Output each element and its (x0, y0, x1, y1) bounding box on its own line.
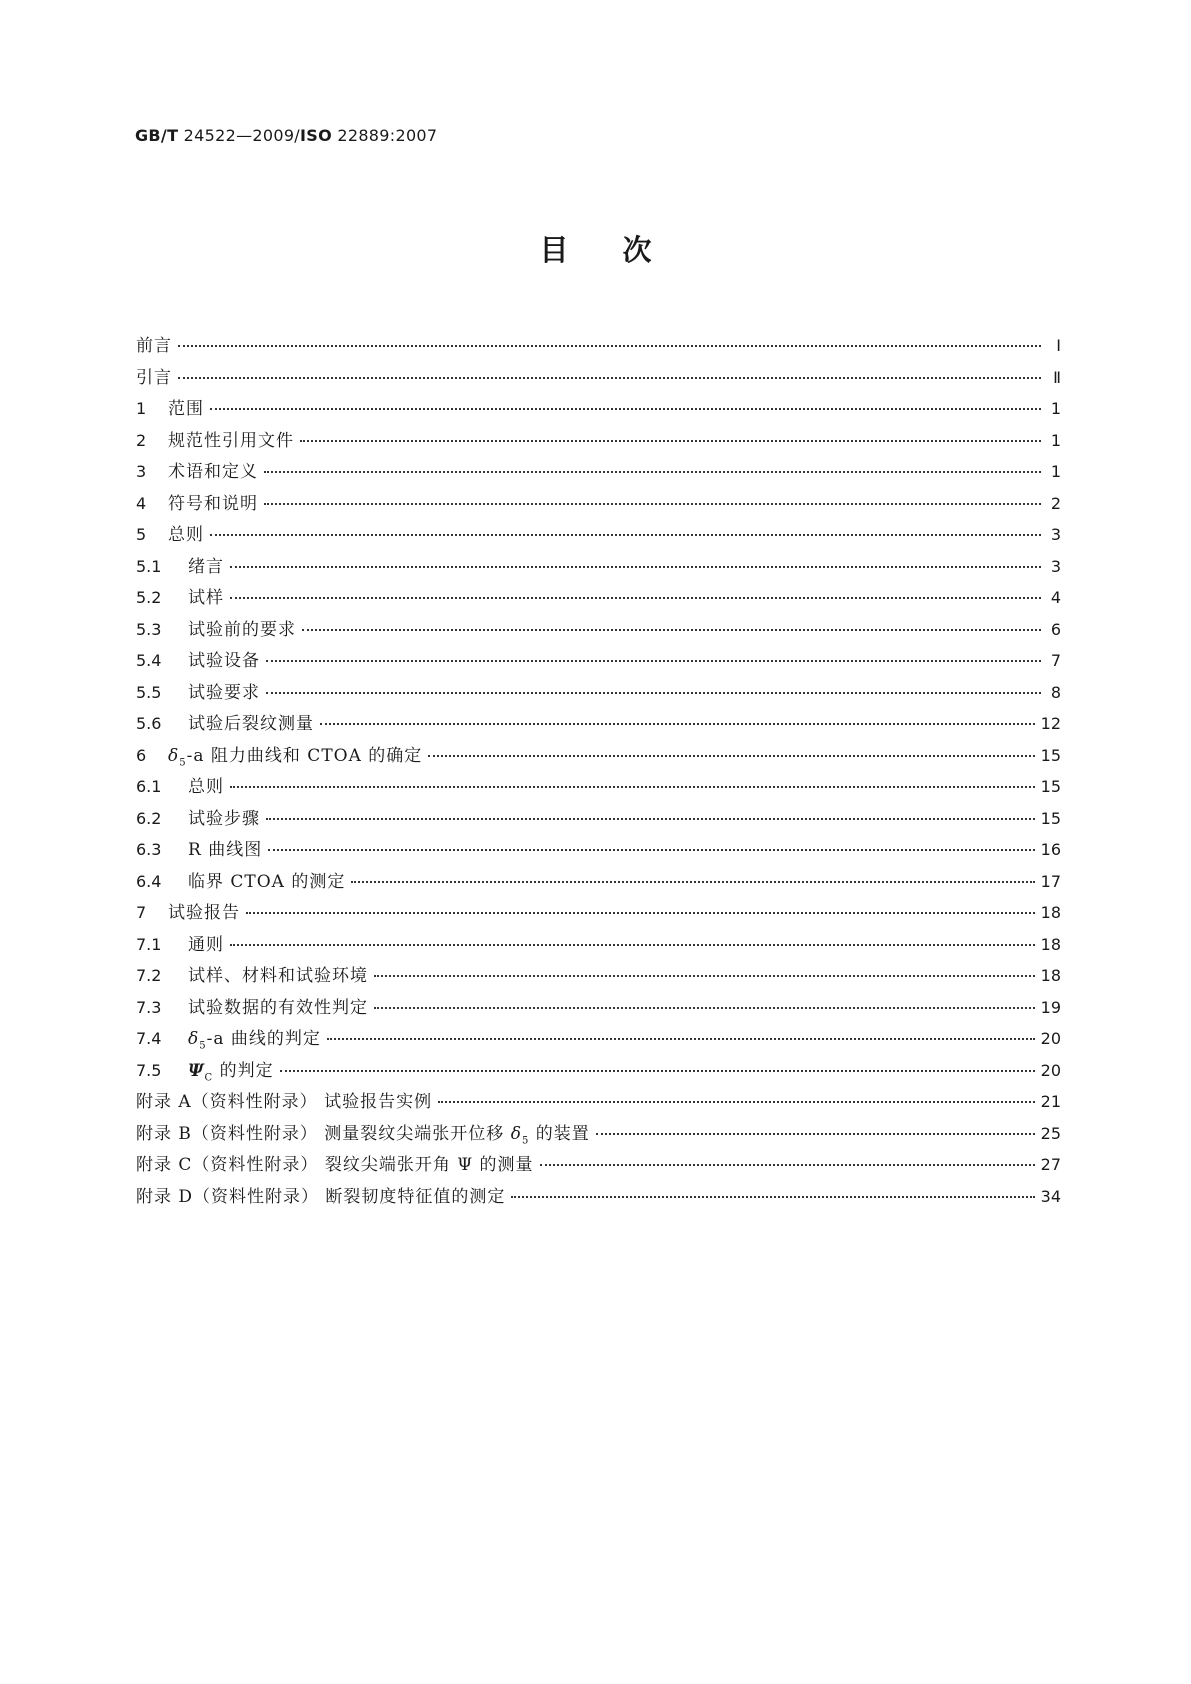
toc-number: 6.4 (136, 871, 162, 891)
dot-leader (264, 503, 1041, 505)
toc-page-number: 19 (1040, 997, 1061, 1017)
toc-label: 试验要求 (188, 682, 260, 703)
toc-label-tail: 的装置 (529, 1123, 590, 1144)
dot-leader (230, 944, 1035, 946)
dot-leader (264, 471, 1041, 473)
toc-entry-7-1[interactable] (136, 929, 1061, 961)
dot-leader (230, 566, 1041, 568)
dot-leader (268, 849, 1034, 851)
toc-page-number: 15 (1040, 745, 1061, 765)
toc-page-number: 15 (1040, 808, 1061, 828)
toc-label: 试验步骤 (188, 808, 260, 829)
toc-entry-5-2[interactable] (136, 582, 1061, 614)
toc-number: 7.3 (136, 997, 162, 1017)
toc-label: 绪言 (188, 556, 224, 577)
toc-page-number: 2 (1050, 493, 1061, 513)
toc-entry-5[interactable] (136, 519, 1061, 551)
toc-entry-foreword[interactable] (136, 330, 1061, 362)
symbol-subscript: C (204, 1071, 214, 1083)
toc-page-number: 17 (1040, 871, 1061, 891)
toc-page-number: 3 (1050, 525, 1061, 544)
toc-entry-6-2[interactable] (136, 803, 1061, 835)
toc-entry-appendix-d[interactable] (136, 1181, 1061, 1213)
toc-number: 3 (136, 462, 147, 481)
toc-label: 附录 A（资料性附录） 试验报告实例 (136, 1092, 433, 1112)
toc-entry-introduction[interactable] (136, 362, 1061, 394)
toc-label: 总则 (168, 525, 204, 545)
toc-page-number: 15 (1040, 777, 1061, 796)
toc-entry-appendix-b[interactable] (136, 1118, 1061, 1150)
toc-entry-3[interactable] (136, 456, 1061, 488)
dot-leader (320, 723, 1035, 725)
toc-entry-5-6[interactable] (136, 708, 1061, 740)
symbol-subscript: 5 (521, 1134, 530, 1146)
toc-number: 6.3 (136, 840, 162, 859)
delta-symbol: δ (168, 745, 180, 766)
page-title: 目次 (539, 233, 706, 267)
toc-number: 4 (136, 493, 147, 513)
toc-label: 试验前的要求 (188, 619, 296, 640)
dot-leader (280, 1070, 1035, 1072)
toc-page-number: 34 (1040, 1186, 1061, 1206)
toc-label-text: -a 曲线的判定 (206, 1029, 321, 1049)
dot-leader (266, 818, 1035, 820)
toc-page-number: 16 (1040, 840, 1061, 859)
toc-number: 7 (136, 903, 147, 922)
dot-leader (438, 1101, 1035, 1103)
toc-entry-7-4[interactable] (136, 1023, 1061, 1055)
psi-symbol: Ψ (188, 1060, 205, 1081)
toc-entry-1[interactable] (136, 393, 1061, 425)
toc-number: 7.4 (136, 1029, 162, 1048)
toc-entry-7-2[interactable] (136, 960, 1061, 992)
toc-number: 5.3 (136, 619, 162, 639)
toc-label-text: 的判定 (213, 1060, 274, 1081)
toc-page-number: 1 (1050, 399, 1061, 418)
toc-page-number: 25 (1040, 1123, 1061, 1143)
toc-entry-appendix-a[interactable] (136, 1086, 1061, 1118)
toc-page-number: 18 (1040, 966, 1061, 985)
toc-number: 6.2 (136, 808, 162, 828)
toc-number: 5.2 (136, 588, 162, 607)
dot-leader (266, 660, 1041, 662)
toc-number: 5.4 (136, 651, 162, 670)
toc-page-number: 4 (1050, 588, 1061, 607)
toc-entry-5-5[interactable] (136, 677, 1061, 709)
toc-number: 5.5 (136, 682, 162, 702)
toc-page-number: 7 (1050, 651, 1061, 670)
iso-number: 22889:2007 (331, 126, 438, 145)
toc-entry-appendix-c[interactable] (136, 1149, 1061, 1181)
toc-entry-6[interactable] (136, 740, 1061, 772)
dot-leader (511, 1196, 1034, 1198)
toc-label: 术语和定义 (168, 462, 258, 482)
toc-entry-6-4[interactable] (136, 866, 1061, 898)
toc-number: 1 (136, 399, 147, 418)
dot-leader (374, 975, 1035, 977)
toc-label: 符号和说明 (168, 493, 258, 514)
dot-leader (178, 345, 1041, 347)
symbol-subscript: 5 (199, 1040, 207, 1052)
toc-label: 临界 CTOA 的测定 (188, 871, 346, 892)
toc-label-text: -a 阻力曲线和 CTOA 的确定 (186, 745, 423, 766)
dot-leader (246, 912, 1035, 914)
toc-number: 5 (136, 525, 147, 544)
toc-entry-5-1[interactable] (136, 551, 1061, 583)
toc-number: 6.1 (136, 777, 162, 796)
toc-label: 试样、材料和试验环境 (188, 966, 368, 986)
toc-number: 5.6 (136, 714, 162, 733)
dot-leader (210, 534, 1041, 536)
symbol-subscript: 5 (179, 756, 187, 768)
standard-header (135, 126, 437, 145)
toc-label: 试验数据的有效性判定 (188, 997, 368, 1018)
toc-page-number: 18 (1040, 903, 1061, 922)
toc-page-number: 3 (1050, 556, 1061, 576)
dot-leader (266, 692, 1041, 694)
toc-page-number: 12 (1040, 714, 1061, 733)
iso-code: ISO (300, 126, 332, 145)
toc-entry-7[interactable] (136, 897, 1061, 929)
toc-label: 试验报告 (168, 903, 240, 923)
dot-leader (210, 408, 1041, 410)
toc-page-number: 21 (1040, 1092, 1061, 1111)
toc-label-text: 附录 B（资料性附录） 测量裂纹尖端张开位移 (136, 1123, 511, 1144)
dot-leader (374, 1007, 1035, 1009)
toc-number: 2 (136, 430, 147, 450)
toc-label: 附录 C（资料性附录） 裂纹尖端张开角 Ψ 的测量 (136, 1155, 534, 1175)
toc-number: 7.1 (136, 934, 162, 954)
toc-page-number: 18 (1040, 934, 1061, 954)
standard-number: 24522—2009/ (178, 126, 300, 145)
toc-page-number: 20 (1040, 1060, 1061, 1080)
dot-leader (596, 1133, 1035, 1135)
standard-code: GB/T (135, 126, 179, 145)
dot-leader (302, 629, 1041, 631)
toc-entry-5-3[interactable] (136, 614, 1061, 646)
toc-label: 前言 (136, 336, 172, 356)
toc-page-number: Ⅱ (1053, 367, 1061, 387)
delta-symbol: δ (188, 1029, 200, 1049)
dot-leader (540, 1164, 1035, 1166)
toc-page-number: 1 (1050, 430, 1061, 450)
toc-page-number: 6 (1050, 619, 1061, 639)
toc-number: 7.5 (136, 1060, 162, 1080)
toc-label: 范围 (168, 399, 204, 419)
dot-leader (300, 440, 1041, 442)
toc-page-number: 1 (1050, 462, 1061, 481)
toc-page-number: 27 (1040, 1155, 1061, 1174)
toc-entry-4[interactable] (136, 488, 1061, 520)
toc-page-number: Ⅰ (1056, 336, 1061, 355)
toc-page-number: 8 (1050, 682, 1061, 702)
toc-number: 5.1 (136, 556, 162, 576)
toc-label: 试验设备 (188, 651, 260, 671)
toc-entry-2[interactable] (136, 425, 1061, 457)
toc-label: R 曲线图 (188, 840, 263, 860)
dot-leader (230, 786, 1035, 788)
toc-label: 总则 (188, 777, 224, 797)
toc-entry-7-3[interactable] (136, 992, 1061, 1024)
delta-symbol: δ (510, 1123, 522, 1144)
toc-entry-6-3[interactable] (136, 834, 1061, 866)
toc-label: 试样 (188, 588, 224, 608)
toc-label: 附录 D（资料性附录） 断裂韧度特征值的测定 (136, 1186, 506, 1207)
toc-label: 规范性引用文件 (168, 430, 294, 451)
toc-page-number: 20 (1040, 1029, 1061, 1048)
dot-leader (178, 377, 1041, 379)
toc-label: 通则 (188, 934, 224, 955)
dot-leader (428, 755, 1034, 757)
dot-leader (327, 1038, 1035, 1040)
toc-label: 试验后裂纹测量 (188, 714, 314, 734)
toc-number: 7.2 (136, 966, 162, 985)
dot-leader (351, 881, 1034, 883)
table-of-contents (136, 330, 1061, 1212)
toc-label: 引言 (136, 367, 172, 388)
dot-leader (230, 597, 1041, 599)
toc-number: 6 (136, 745, 147, 765)
toc-entry-5-4[interactable] (136, 645, 1061, 677)
